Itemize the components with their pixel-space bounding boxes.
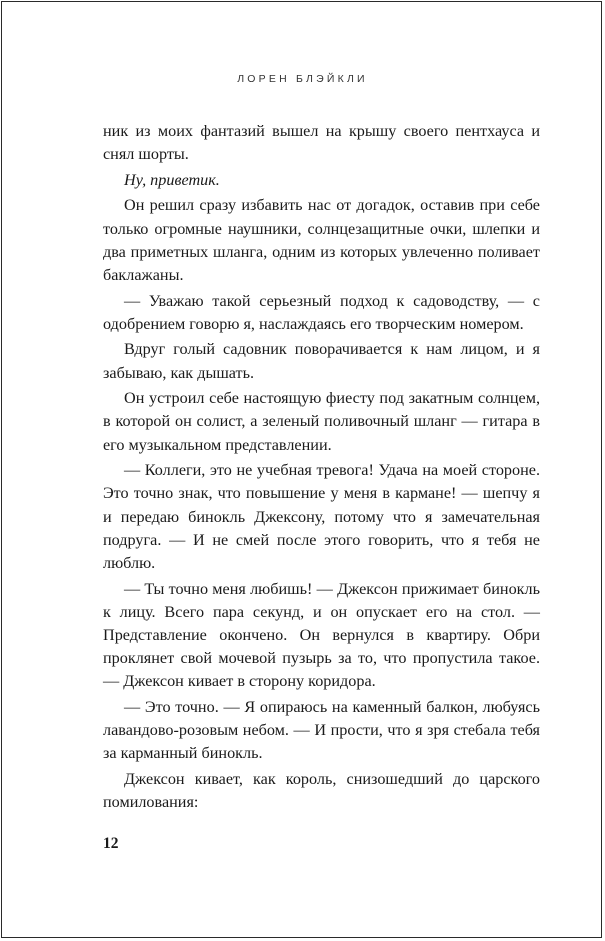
paragraph: Он устроил себе настоящую фиесту под закатным солнцем, в которой он солист, а зеленый поливочный шланг — гитара в его музыкальном представлении. xyxy=(103,389,540,454)
paragraph: — Это точно. — Я опираюсь на каменный балкон, любуясь лавандово-розовым небом. — И прости, что я зря стебала тебя за карманный бинокль. xyxy=(103,698,540,763)
paragraph: Джексон кивает, как король, снизошедший до царского помилования: xyxy=(103,770,540,812)
running-head: ЛОРЕН БЛЭЙКЛИ xyxy=(237,73,368,85)
page-number: 12 xyxy=(103,835,119,852)
paragraph: Он решил сразу избавить нас от догадок, оставив при себе только огромные наушники, солнцезащитные очки, шлепки и два приметных шланга, одним из которых увлеченно поливает баклажаны. xyxy=(103,196,540,284)
paragraph: — Уважаю такой серьезный подход к садоводству, — с одобрением говорю я, наслаждаясь его творческим номером. xyxy=(103,291,540,333)
body-text xyxy=(103,120,540,814)
paragraph: — Ты точно меня любишь! — Джексон прижимает бинокль к лицу. Всего пара секунд, и он опускает его на стол. — Представление окончено. Он вернулся в квартиру. Обри проклянет свой мочевой пузырь за то, что пропустила такое. — Джексон кивает в сторону коридора. xyxy=(103,579,540,691)
paragraph: Вдруг голый садовник поворачивается к нам лицом, и я забываю, как дышать. xyxy=(103,340,540,382)
paragraph: Ну, приветик. xyxy=(124,170,220,189)
paragraph: ник из моих фантазий вышел на крышу своего пентхауса и снял шорты. xyxy=(103,122,540,164)
paragraph: — Коллеги, это не учебная тревога! Удача на моей стороне. Это точно знак, что повышение у меня в кармане! — шепчу я и передаю бинокль Джексону, потому что я замечательная подруга. — И не смей после этого говорить, что я тебя не люблю. xyxy=(103,461,540,572)
